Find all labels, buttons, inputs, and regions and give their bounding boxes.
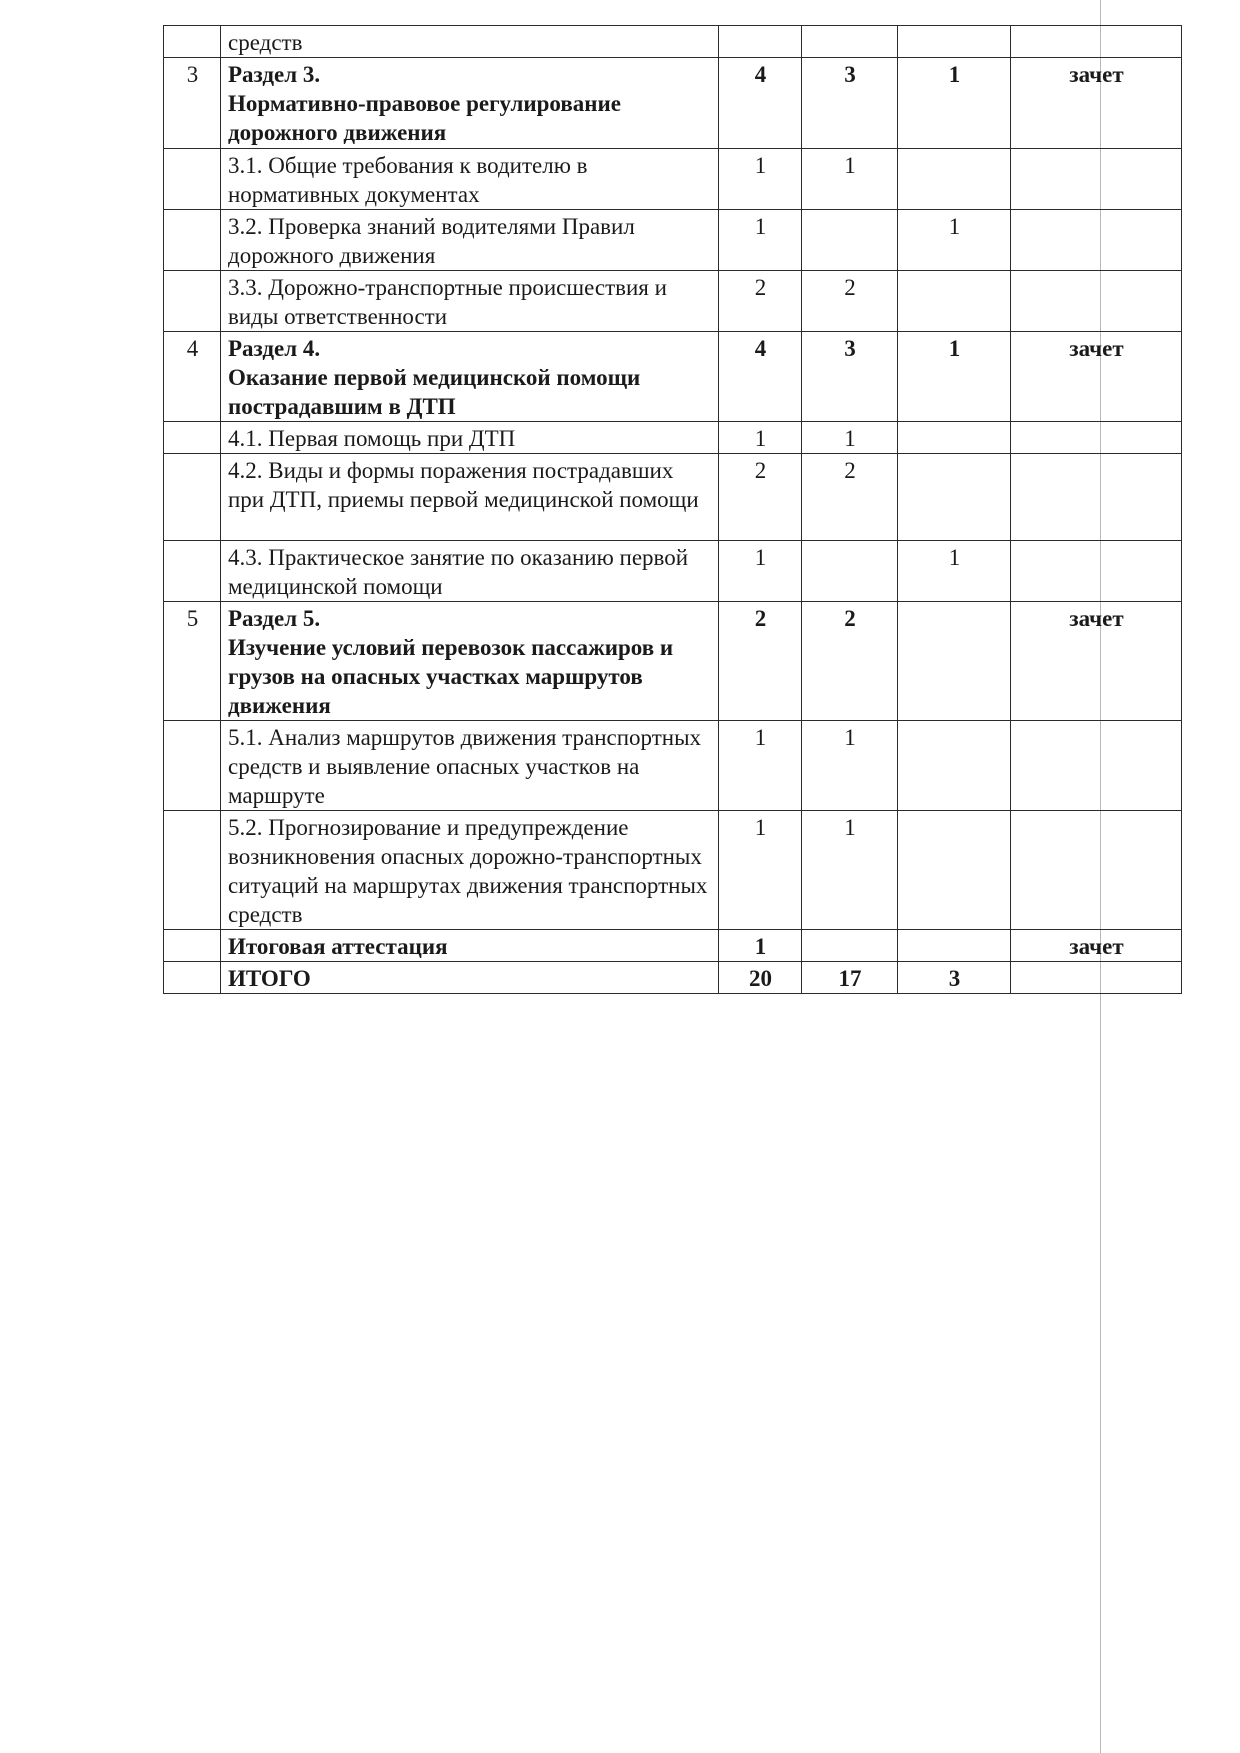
table-row — [164, 541, 1182, 602]
row-number: 5 — [164, 602, 221, 721]
row-number — [164, 962, 221, 994]
attestation-form: зачет — [1011, 930, 1182, 962]
table-row — [164, 149, 1182, 210]
section-row — [164, 58, 1182, 149]
total-hours: 1 — [719, 149, 802, 210]
row-title: средств — [221, 26, 719, 58]
theory-hours: 1 — [802, 422, 898, 454]
row-number: 4 — [164, 332, 221, 422]
theory-hours: 17 — [802, 962, 898, 994]
practice-hours — [898, 149, 1011, 210]
theory-hours — [802, 930, 898, 962]
theory-hours: 1 — [802, 811, 898, 930]
row-number: 3 — [164, 58, 221, 149]
row-title: 4.2. Виды и формы поражения пострадавших при ДТП, приемы первой медицинской помощи — [221, 454, 719, 541]
total-hours: 1 — [719, 541, 802, 602]
theory-hours: 3 — [802, 332, 898, 422]
row-title: 4.1. Первая помощь при ДТП — [221, 422, 719, 454]
row-number — [164, 930, 221, 962]
attestation-form — [1011, 26, 1182, 58]
row-title: Итоговая аттестация — [221, 930, 719, 962]
row-title: 3.3. Дорожно-транспортные происшествия и виды ответственности — [221, 271, 719, 332]
total-hours: 2 — [719, 271, 802, 332]
attestation-form — [1011, 541, 1182, 602]
section-cell — [221, 602, 719, 721]
table-row — [164, 962, 1182, 994]
row-number — [164, 721, 221, 811]
row-number — [164, 541, 221, 602]
total-hours: 1 — [719, 930, 802, 962]
practice-hours — [898, 930, 1011, 962]
row-number — [164, 210, 221, 271]
practice-hours — [898, 26, 1011, 58]
total-hours: 2 — [719, 602, 802, 721]
theory-hours: 1 — [802, 149, 898, 210]
practice-hours: 1 — [898, 210, 1011, 271]
row-title: 3.1. Общие требования к водителю в нормативных документах — [221, 149, 719, 210]
total-hours: 1 — [719, 210, 802, 271]
table-row — [164, 930, 1182, 962]
row-number — [164, 271, 221, 332]
theory-hours: 2 — [802, 602, 898, 721]
attestation-form — [1011, 210, 1182, 271]
theory-hours — [802, 210, 898, 271]
attestation-form — [1011, 454, 1182, 541]
theory-hours: 2 — [802, 454, 898, 541]
practice-hours — [898, 811, 1011, 930]
curriculum-table — [163, 25, 1182, 994]
practice-hours — [898, 271, 1011, 332]
table-row — [164, 721, 1182, 811]
row-number — [164, 811, 221, 930]
section-row — [164, 332, 1182, 422]
total-hours: 4 — [719, 332, 802, 422]
theory-hours: 3 — [802, 58, 898, 149]
table-row — [164, 26, 1182, 58]
row-title: 3.2. Проверка знаний водителями Правил дорожного движения — [221, 210, 719, 271]
table-row — [164, 210, 1182, 271]
row-title: 4.3. Практическое занятие по оказанию первой медицинской помощи — [221, 541, 719, 602]
practice-hours — [898, 602, 1011, 721]
theory-hours: 1 — [802, 721, 898, 811]
theory-hours: 2 — [802, 271, 898, 332]
section-heading: Раздел 3. — [228, 62, 321, 87]
total-hours: 2 — [719, 454, 802, 541]
row-number — [164, 149, 221, 210]
row-number — [164, 454, 221, 541]
attestation-form — [1011, 721, 1182, 811]
attestation-form: зачет — [1011, 58, 1182, 149]
section-heading: Раздел 4. — [228, 336, 321, 361]
attestation-form — [1011, 811, 1182, 930]
table-row — [164, 811, 1182, 930]
theory-hours — [802, 541, 898, 602]
practice-hours — [898, 721, 1011, 811]
section-heading: Раздел 5. — [228, 606, 321, 631]
attestation-form: зачет — [1011, 332, 1182, 422]
practice-hours: 1 — [898, 332, 1011, 422]
row-title: 5.1. Анализ маршрутов движения транспортных средств и выявление опасных участков на маршруте — [221, 721, 719, 811]
attestation-form — [1011, 962, 1182, 994]
row-title: ИТОГО — [221, 962, 719, 994]
total-hours: 1 — [719, 721, 802, 811]
section-cell — [221, 58, 719, 149]
attestation-form — [1011, 422, 1182, 454]
practice-hours — [898, 422, 1011, 454]
row-title: 5.2. Прогнозирование и предупреждение возникновения опасных дорожно-транспортных ситуаций на маршрутах движения транспортных средств — [221, 811, 719, 930]
total-hours: 20 — [719, 962, 802, 994]
section-title: Нормативно-правовое регулирование дорожного движения — [228, 91, 621, 145]
practice-hours: 3 — [898, 962, 1011, 994]
table-row — [164, 271, 1182, 332]
attestation-form — [1011, 271, 1182, 332]
practice-hours: 1 — [898, 541, 1011, 602]
total-hours: 1 — [719, 811, 802, 930]
theory-hours — [802, 26, 898, 58]
practice-hours: 1 — [898, 58, 1011, 149]
table-row — [164, 422, 1182, 454]
table-row — [164, 454, 1182, 541]
total-hours: 1 — [719, 422, 802, 454]
total-hours: 4 — [719, 58, 802, 149]
row-number — [164, 26, 221, 58]
section-title: Оказание первой медицинской помощи пострадавшим в ДТП — [228, 365, 641, 419]
total-hours — [719, 26, 802, 58]
section-title: Изучение условий перевозок пассажиров и грузов на опасных участках маршрутов движения — [228, 635, 674, 718]
section-cell — [221, 332, 719, 422]
section-row — [164, 602, 1182, 721]
practice-hours — [898, 454, 1011, 541]
attestation-form: зачет — [1011, 602, 1182, 721]
attestation-form — [1011, 149, 1182, 210]
row-number — [164, 422, 221, 454]
